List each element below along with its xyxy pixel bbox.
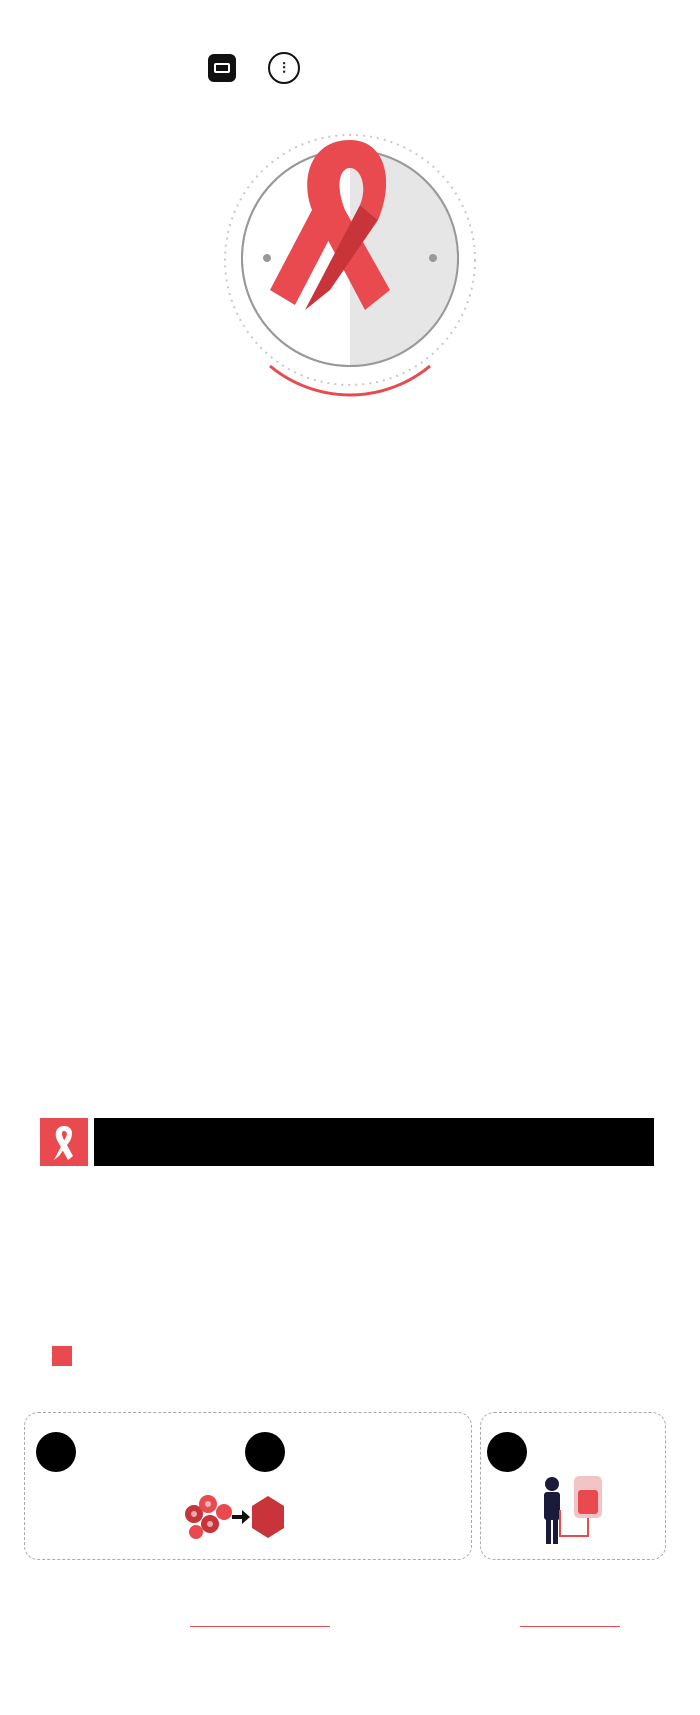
aids-ribbon-emblem bbox=[200, 120, 500, 410]
category-underline bbox=[190, 1626, 330, 1627]
category-underline bbox=[520, 1626, 620, 1627]
stage-number-1 bbox=[36, 1432, 76, 1472]
ribbon-icon bbox=[40, 1118, 88, 1166]
stages-title bbox=[52, 1346, 84, 1366]
patient-blood-bag-icon bbox=[538, 1470, 618, 1550]
section-heading bbox=[94, 1118, 654, 1166]
header-brand bbox=[208, 52, 310, 84]
divider-dots bbox=[428, 1592, 436, 1662]
jiemian-logo-icon bbox=[208, 54, 236, 82]
stage-number-3 bbox=[487, 1432, 527, 1472]
data-says-logo-icon: ⫶ bbox=[268, 52, 300, 84]
blood-cells-virus-icon bbox=[180, 1490, 290, 1546]
square-bullet-icon bbox=[52, 1346, 72, 1366]
stage-number-2 bbox=[245, 1432, 285, 1472]
